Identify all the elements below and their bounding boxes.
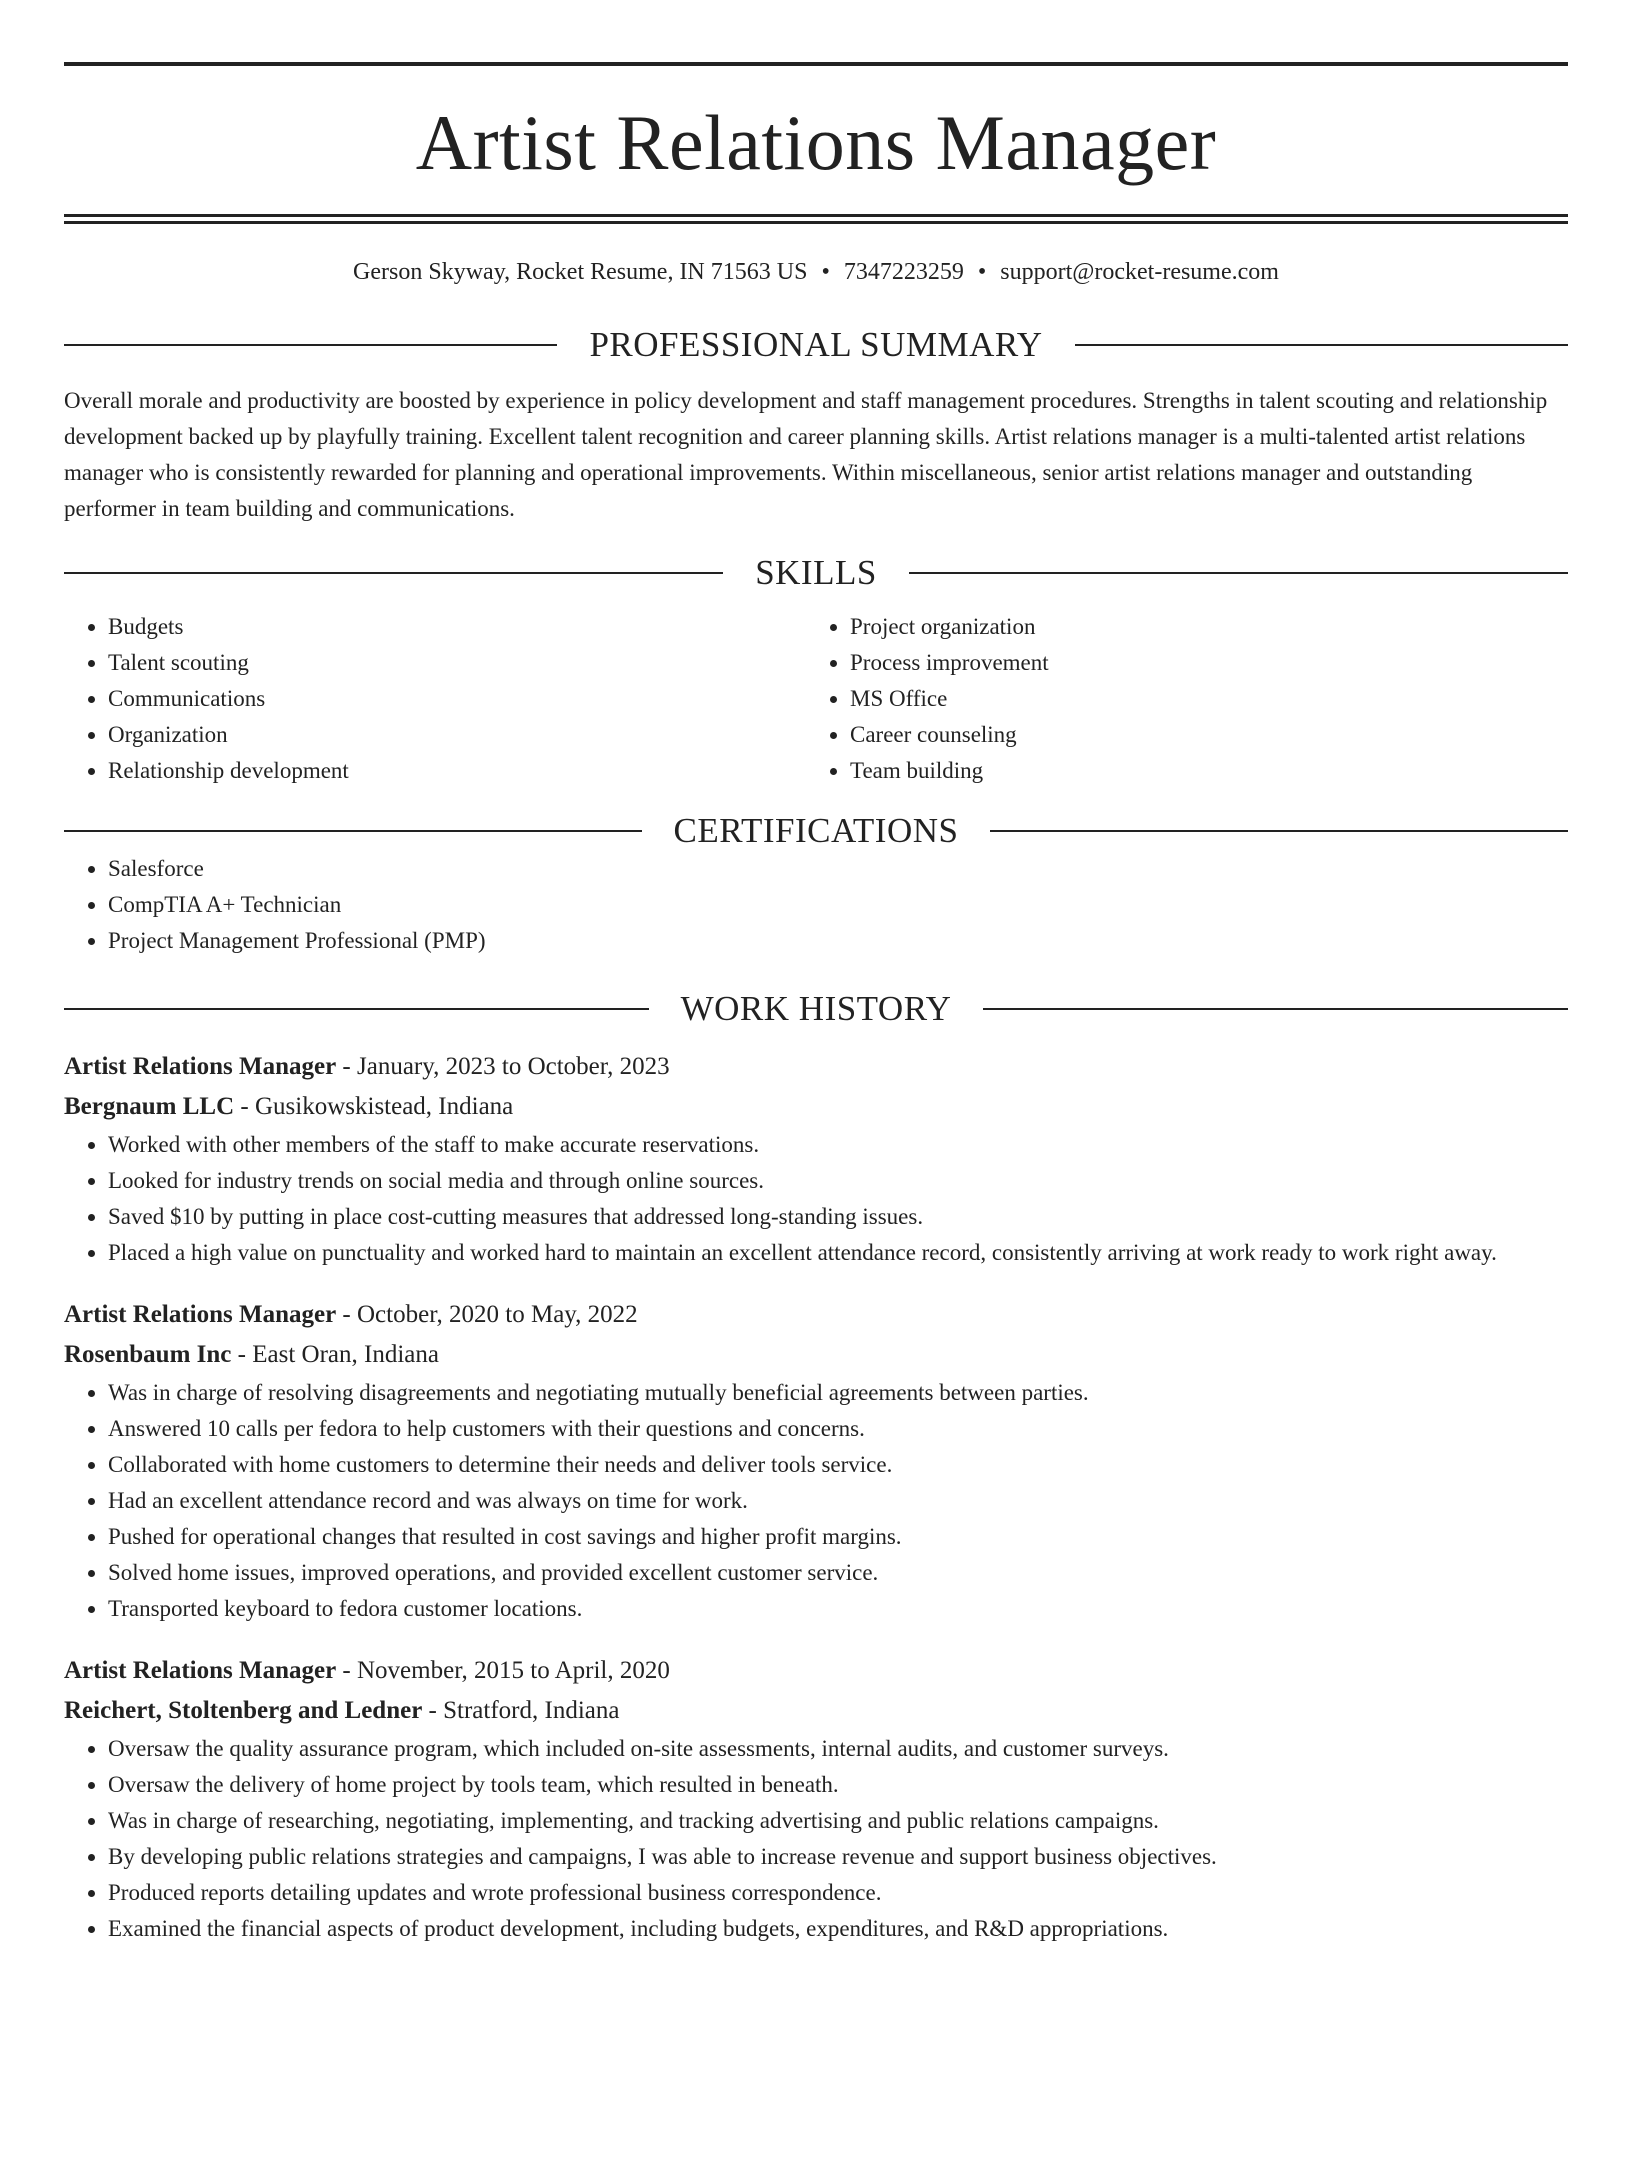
summary-text: Overall morale and productivity are boosted by experience in policy development and staff management procedures. Strengths in talent scouting and relationship development backed up by playfully training. Excellent talent recognition and career planning skills. Artist relations manager is a multi-talented artist relations manager who is consistently rewarded for planning and operational improvements. Within miscellaneous, senior artist relations manager and outstanding performer in team building and communications. [64, 388, 1548, 521]
job-company: Rosenbaum Inc [64, 1341, 232, 1368]
resume-page [0, 62, 1632, 2174]
job-title: Artist Relations Manager [64, 1301, 337, 1328]
job-location: - Stratford, Indiana [422, 1697, 620, 1724]
skill-item: • Communications [108, 681, 806, 717]
section-title: CERTIFICATIONS [673, 811, 959, 850]
contact-line [64, 257, 1568, 287]
contact-email: support@rocket-resume.com [1000, 259, 1279, 285]
job-title: Artist Relations Manager [64, 1657, 337, 1684]
section-header-work-history [64, 989, 1568, 1029]
job-bullet: • Transported keyboard to fedora customer locations. [108, 1591, 1568, 1627]
section-divider [64, 344, 557, 346]
certification-item: • CompTIA A+ Technician [108, 887, 1568, 923]
job-dates: - October, 2020 to May, 2022 [336, 1301, 638, 1328]
job-location: - East Oran, Indiana [231, 1341, 439, 1368]
skills-column-right [806, 609, 1548, 789]
job-bullet: • Was in charge of resolving disagreements and negotiating mutually beneficial agreements between parties. [108, 1375, 1568, 1411]
title-double-rule [64, 214, 1568, 224]
skills-column-left [64, 609, 806, 789]
job-bullet: • Collaborated with home customers to determine their needs and deliver tools service. [108, 1447, 1568, 1483]
job-company-line [64, 1691, 1568, 1731]
contact-phone: 7347223259 [843, 259, 964, 285]
section-header-skills [64, 553, 1568, 593]
job-bullet-list [64, 1375, 1568, 1627]
section-divider [64, 1008, 649, 1010]
resume-title: Artist Relations Manager [415, 99, 1217, 186]
certification-item: • Project Management Professional (PMP) [108, 923, 1568, 959]
skill-item: • Career counseling [850, 717, 1548, 753]
job-bullet: • Examined the financial aspects of product development, including budgets, expenditures, and R&D appropriations. [108, 1911, 1568, 1947]
job-bullet: • Was in charge of researching, negotiating, implementing, and tracking advertising and public relations campaigns. [108, 1803, 1568, 1839]
skill-item: • Budgets [108, 609, 806, 645]
job-title: Artist Relations Manager [64, 1053, 337, 1080]
job-dates: - January, 2023 to October, 2023 [336, 1053, 670, 1080]
contact-separator: • [977, 259, 987, 285]
job-bullet: • Oversaw the quality assurance program, which included on-site assessments, internal audits, and customer surveys. [108, 1731, 1568, 1767]
job-bullet: • Produced reports detailing updates and wrote professional business correspondence. [108, 1875, 1568, 1911]
certification-item: • Salesforce [108, 851, 1568, 887]
section-header-summary [64, 325, 1568, 365]
job-bullet: • Pushed for operational changes that resulted in cost savings and higher profit margins. [108, 1519, 1568, 1555]
job-bullet: • Answered 10 calls per fedora to help customers with their questions and concerns. [108, 1411, 1568, 1447]
top-rule [64, 62, 1568, 66]
certifications-list [64, 851, 1568, 959]
job-bullet: • Placed a high value on punctuality and worked hard to maintain an excellent attendance record, consistently arriving at work ready to work right away. [108, 1235, 1568, 1271]
job-title-line [64, 1651, 1568, 1691]
contact-separator: • [821, 259, 830, 285]
section-divider [909, 572, 1568, 574]
skill-item: • Team building [850, 753, 1548, 789]
section-title: PROFESSIONAL SUMMARY [589, 325, 1043, 364]
job-bullet: • Oversaw the delivery of home project by tools team, which resulted in beneath. [108, 1767, 1568, 1803]
job-bullet-list [64, 1731, 1568, 1947]
skill-item: • MS Office [850, 681, 1548, 717]
skill-item: • Process improvement [850, 645, 1548, 681]
job-bullet: • Had an excellent attendance record and was always on time for work. [108, 1483, 1568, 1519]
job-location: - Gusikowskistead, Indiana [234, 1093, 514, 1120]
skill-item: • Talent scouting [108, 645, 806, 681]
job-entry [64, 1047, 1568, 1271]
job-company: Reichert, Stoltenberg and Ledner [64, 1697, 423, 1724]
contact-address: Gerson Skyway, Rocket Resume, IN 71563 US [353, 259, 808, 285]
job-bullet: • Saved $10 by putting in place cost-cutting measures that addressed long-standing issues. [108, 1199, 1568, 1235]
skill-item: • Project organization [850, 609, 1548, 645]
skills-list [64, 609, 1568, 789]
job-dates: - November, 2015 to April, 2020 [336, 1657, 670, 1684]
section-divider [1075, 344, 1568, 346]
job-entry [64, 1295, 1568, 1627]
job-company: Bergnaum LLC [64, 1093, 235, 1120]
job-bullet: • By developing public relations strategies and campaigns, I was able to increase revenue and support business objectives. [108, 1839, 1568, 1875]
job-bullet: • Worked with other members of the staff to make accurate reservations. [108, 1127, 1568, 1163]
job-bullet: • Looked for industry trends on social media and through online sources. [108, 1163, 1568, 1199]
section-divider [983, 1008, 1568, 1010]
job-entry [64, 1651, 1568, 1947]
section-divider [64, 830, 642, 832]
section-title: WORK HISTORY [680, 989, 952, 1028]
job-company-line [64, 1335, 1568, 1375]
section-divider [64, 572, 723, 574]
work-history-list [64, 1047, 1568, 1947]
section-divider [990, 830, 1568, 832]
skill-item: • Relationship development [108, 753, 806, 789]
job-title-line [64, 1295, 1568, 1335]
job-title-line [64, 1047, 1568, 1087]
job-bullet: • Solved home issues, improved operations, and provided excellent customer service. [108, 1555, 1568, 1591]
section-header-certifications [64, 811, 1568, 851]
section-title: SKILLS [755, 553, 877, 592]
skill-item: • Organization [108, 717, 806, 753]
job-company-line [64, 1087, 1568, 1127]
job-bullet-list [64, 1127, 1568, 1271]
